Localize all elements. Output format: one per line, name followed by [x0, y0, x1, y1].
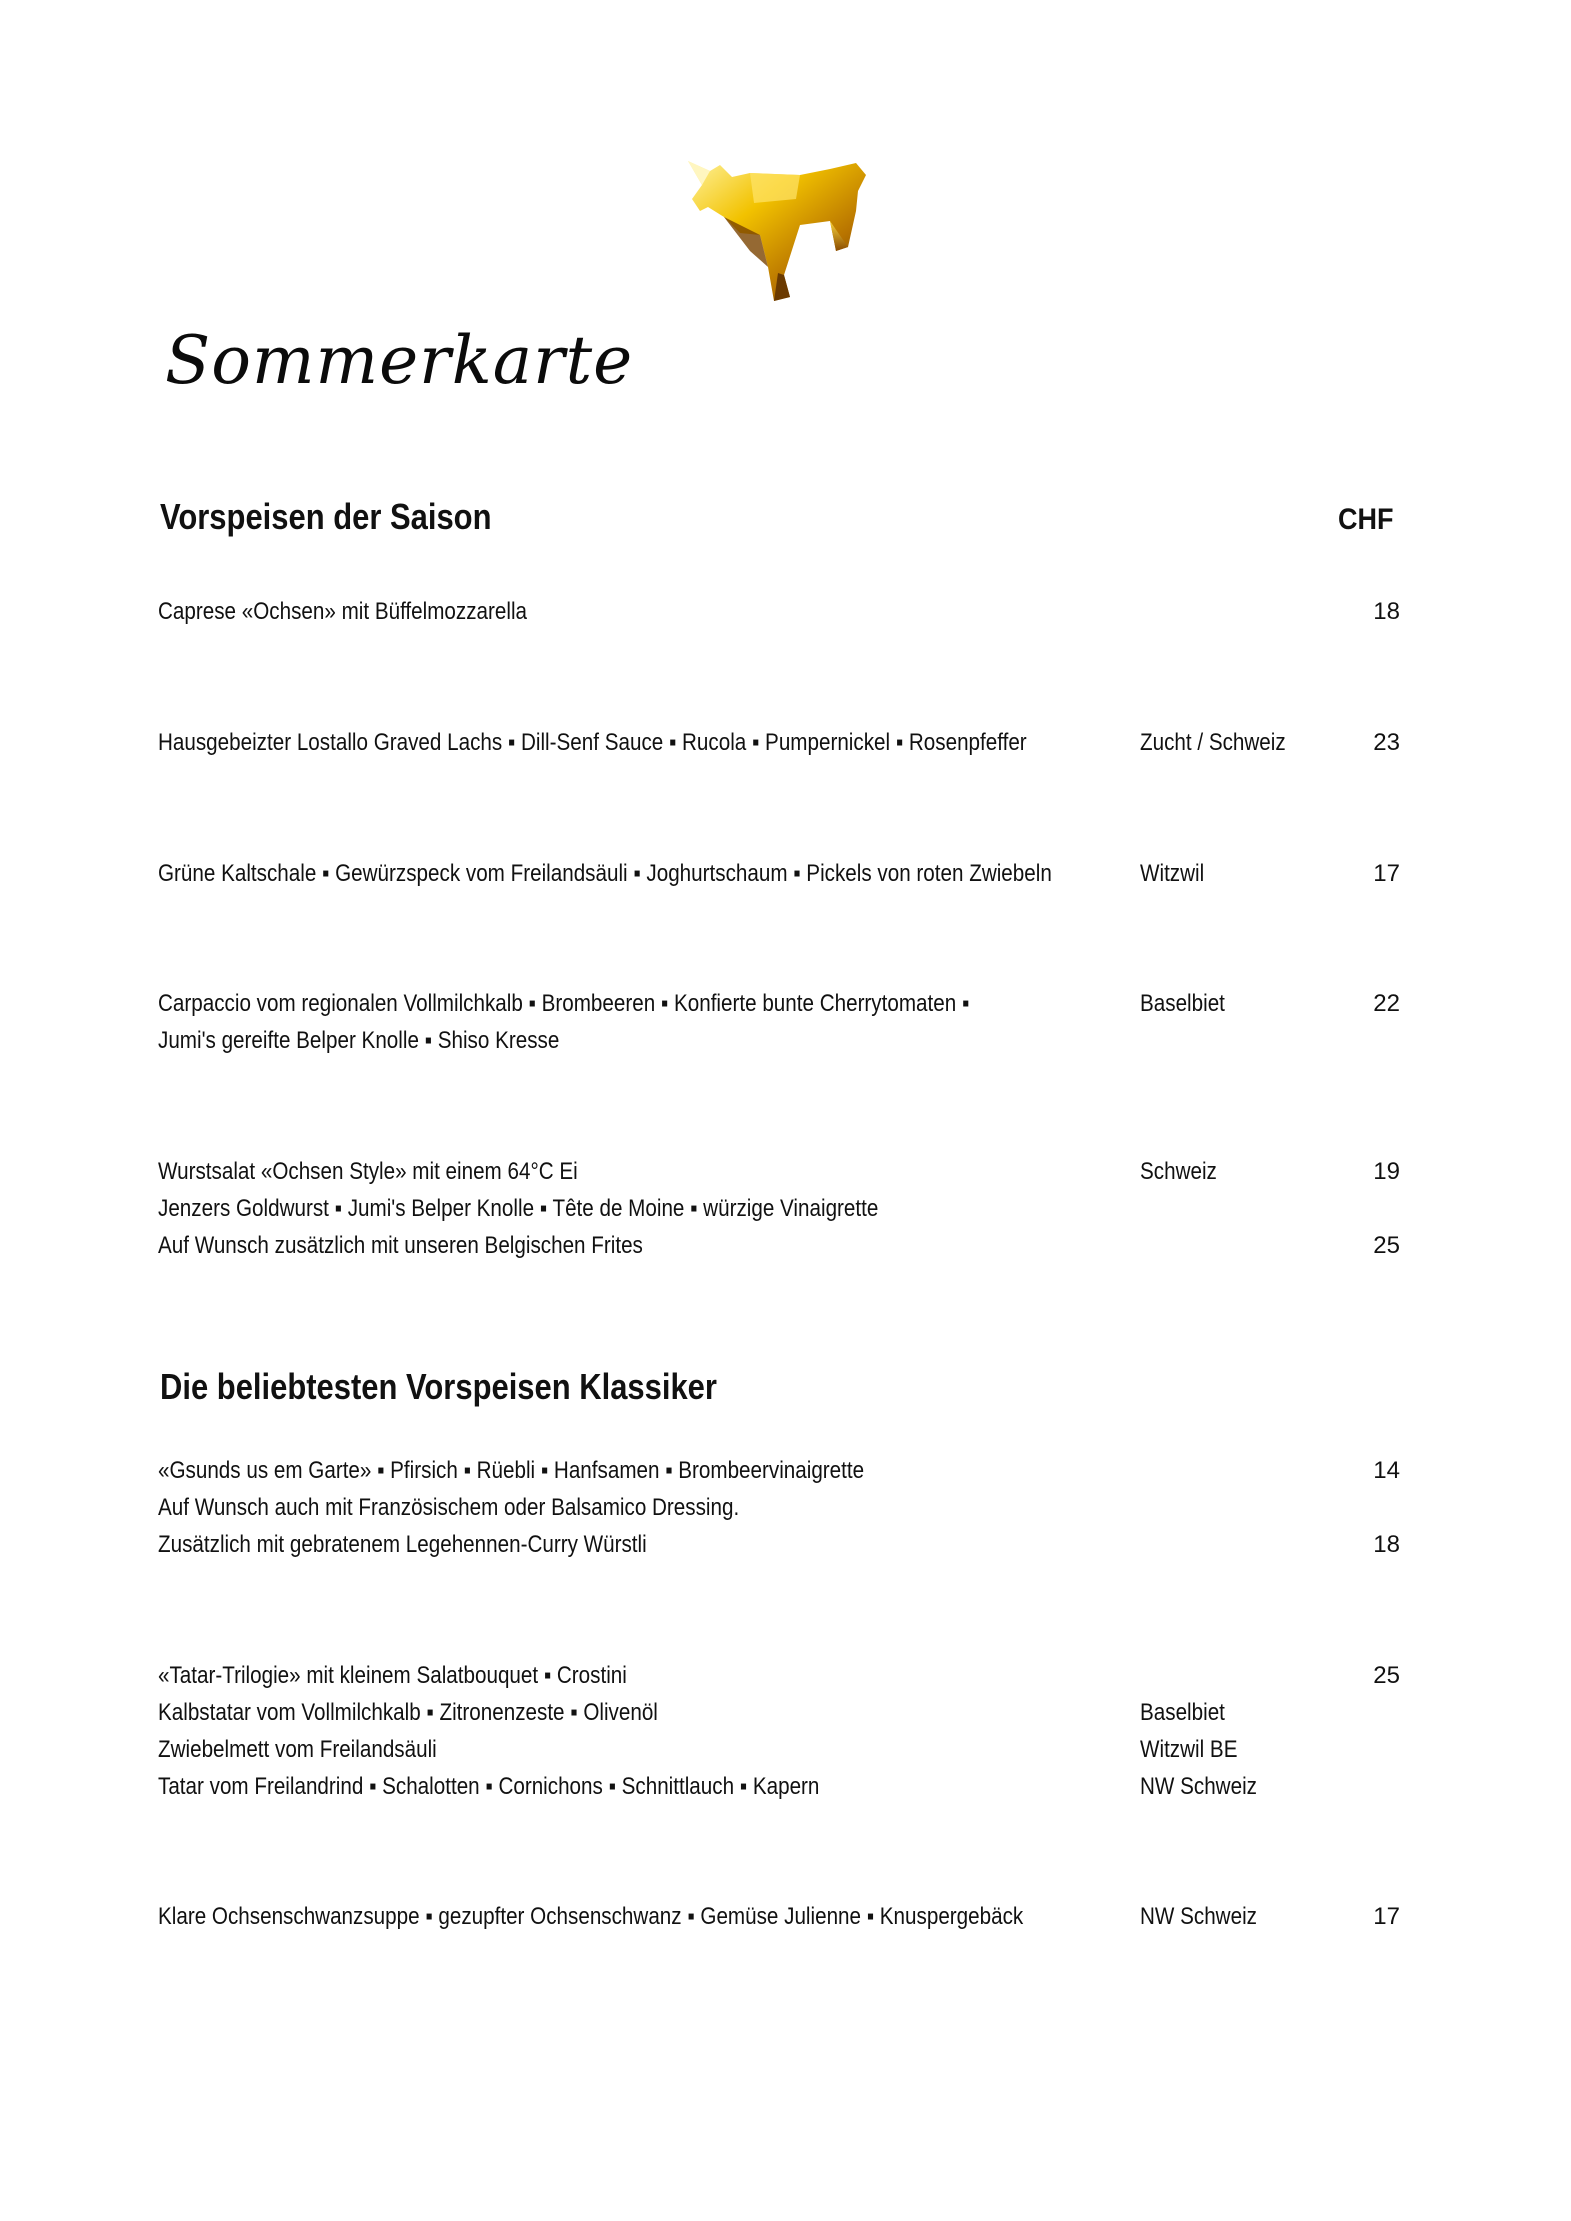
item-description: Klare Ochsenschwanzsuppe ▪ gezupfter Ochsenschwanz ▪ Gemüse Julienne ▪ Knuspergebäck	[158, 1903, 1024, 1930]
item-origin: Witzwil	[1140, 860, 1205, 887]
item-origin: Schweiz	[1140, 1158, 1217, 1185]
menu-item	[158, 1662, 1398, 1692]
item-description: «Gsunds us em Garte» ▪ Pfirsich ▪ Rüebli ▪ Hanfsamen ▪ Brombeervinaigrette	[158, 1457, 865, 1484]
item-description: Wurstsalat «Ochsen Style» mit einem 64°C Ei	[158, 1158, 578, 1185]
item-origin: NW Schweiz	[1140, 1773, 1257, 1800]
menu-item-line	[158, 1699, 1398, 1729]
golden-ox-logo	[680, 155, 880, 310]
item-description: «Tatar-Trilogie» mit kleinem Salatbouquet ▪ Crostini	[158, 1662, 627, 1689]
item-description: Jenzers Goldwurst ▪ Jumi's Belper Knolle ▪ Tête de Moine ▪ würzige Vinaigrette	[158, 1195, 879, 1222]
item-description: Kalbstatar vom Vollmilchkalb ▪ Zitronenzeste ▪ Olivenöl	[158, 1699, 658, 1726]
item-price: 14	[1373, 1457, 1400, 1484]
item-price: 18	[1373, 598, 1400, 625]
item-price: 17	[1373, 860, 1400, 887]
item-description: Auf Wunsch auch mit Französischem oder Balsamico Dressing.	[158, 1494, 740, 1521]
menu-item-line	[158, 1232, 1398, 1262]
menu-item-line	[158, 1195, 1398, 1225]
item-description: Zusätzlich mit gebratenem Legehennen-Curry Würstli	[158, 1531, 647, 1558]
menu-item-line	[158, 1773, 1398, 1803]
menu-item	[158, 990, 1398, 1020]
item-description: Hausgebeizter Lostallo Graved Lachs ▪ Dill-Senf Sauce ▪ Rucola ▪ Pumpernickel ▪ Rosenpfeffer	[158, 729, 1027, 756]
menu-item	[158, 598, 1398, 628]
section-heading-saison: Vorspeisen der Saison	[160, 496, 492, 537]
currency-label: CHF	[1338, 503, 1394, 536]
item-price: 23	[1373, 729, 1400, 756]
menu-item-line	[158, 1027, 1398, 1057]
menu-item	[158, 1903, 1398, 1933]
menu-item	[158, 1457, 1398, 1487]
item-description: Carpaccio vom regionalen Vollmilchkalb ▪ Brombeeren ▪ Konfierte bunte Cherrytomaten ▪	[158, 990, 970, 1017]
menu-item	[158, 860, 1398, 890]
item-description: Caprese «Ochsen» mit Büffelmozzarella	[158, 598, 528, 625]
item-price: 17	[1373, 1903, 1400, 1930]
item-description: Grüne Kaltschale ▪ Gewürzspeck vom Freilandsäuli ▪ Joghurtschaum ▪ Pickels von roten Zwiebeln	[158, 860, 1052, 887]
item-origin: Zucht / Schweiz	[1140, 729, 1286, 756]
item-description: Tatar vom Freilandrind ▪ Schalotten ▪ Cornichons ▪ Schnittlauch ▪ Kapern	[158, 1773, 820, 1800]
item-price: 22	[1373, 990, 1400, 1017]
menu-item	[158, 1158, 1398, 1188]
item-description: Zwiebelmett vom Freilandsäuli	[158, 1736, 437, 1763]
item-origin: Baselbiet	[1140, 1699, 1225, 1726]
item-price: 18	[1373, 1531, 1400, 1558]
item-price: 25	[1373, 1662, 1400, 1689]
menu-item	[158, 729, 1398, 759]
item-price: 19	[1373, 1158, 1400, 1185]
item-description: Jumi's gereifte Belper Knolle ▪ Shiso Kresse	[158, 1027, 560, 1054]
menu-item-line	[158, 1494, 1398, 1524]
menu-item-line	[158, 1736, 1398, 1766]
item-origin: NW Schweiz	[1140, 1903, 1257, 1930]
item-price: 25	[1373, 1232, 1400, 1259]
menu-title: Sommerkarte	[165, 322, 634, 399]
section-heading-klassiker: Die beliebtesten Vorspeisen Klassiker	[160, 1366, 717, 1407]
menu-item-line	[158, 1531, 1398, 1561]
item-origin: Baselbiet	[1140, 990, 1225, 1017]
item-origin: Witzwil BE	[1140, 1736, 1238, 1763]
item-description: Auf Wunsch zusätzlich mit unseren Belgischen Frites	[158, 1232, 643, 1259]
